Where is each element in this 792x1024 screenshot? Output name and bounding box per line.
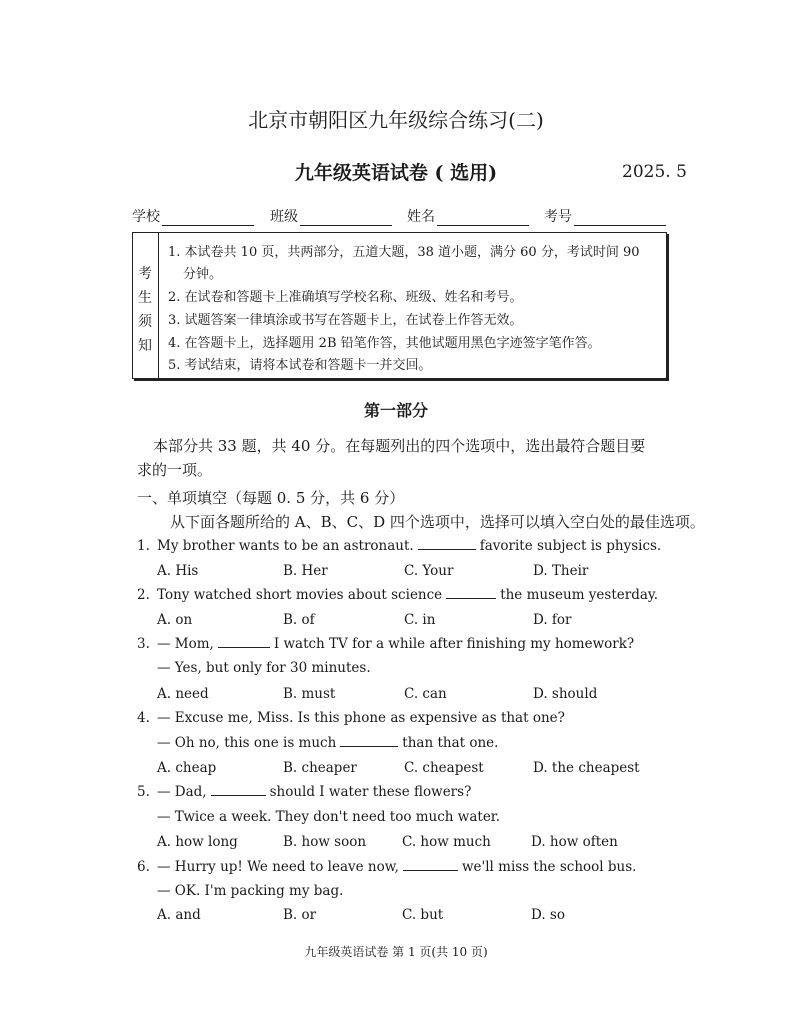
- exam-number-blank: [574, 210, 666, 226]
- question-text: — Oh no, this one is much: [157, 735, 337, 751]
- option-a: A. need: [157, 686, 209, 702]
- option-c: C. but: [402, 907, 444, 923]
- notice-side-char: 须: [138, 314, 152, 330]
- question-text: should I water these flowers?: [269, 784, 472, 800]
- option-d: D. how often: [531, 834, 618, 850]
- notice-item: 4. 在答题卡上，选择题用 2B 铅笔作答，其他试题用黑色字迹签字笔作答。: [168, 336, 601, 351]
- option-b: B. must: [283, 686, 336, 702]
- question-number: 1.: [137, 538, 150, 554]
- exam-number-label: 考号: [544, 209, 572, 225]
- question-4: [137, 710, 565, 726]
- school-label: 学校: [132, 209, 160, 225]
- option-c: C. Your: [404, 563, 454, 579]
- class-field: [270, 206, 392, 226]
- notice-item: 5. 考试结束，请将本试卷和答题卡一并交回。: [168, 358, 432, 373]
- notice-side-label: [133, 233, 159, 378]
- question-text: — Dad,: [157, 784, 207, 800]
- question-5: [137, 784, 471, 800]
- notice-item: 2. 在试卷和答题卡上准确填写学校名称、班级、姓名和考号。: [168, 290, 523, 305]
- answer-blank: [340, 735, 398, 747]
- option-d: D. Their: [533, 563, 589, 579]
- notice-side-char: 生: [138, 290, 152, 306]
- notice-side-char: 知: [138, 338, 152, 354]
- option-d: D. the cheapest: [533, 760, 640, 776]
- answer-blank: [403, 859, 458, 871]
- question-text: than that one.: [402, 735, 499, 751]
- name-blank: [437, 210, 529, 226]
- question-text: — Mom,: [157, 636, 214, 652]
- question-number: 6.: [137, 859, 150, 875]
- part-intro-line: 求的一项。: [137, 461, 213, 479]
- option-d: D. should: [533, 686, 598, 702]
- question-2: [137, 587, 658, 603]
- question-number: 5.: [137, 784, 150, 800]
- option-a: A. and: [157, 907, 201, 923]
- question-text: My brother wants to be an astronaut.: [157, 538, 414, 554]
- name-label: 姓名: [407, 209, 435, 225]
- question-1: [137, 538, 661, 554]
- option-b: B. how soon: [283, 834, 367, 850]
- option-c: C. cheapest: [404, 760, 484, 776]
- notice-item: 1. 本试卷共 10 页，共两部分，五道大题，38 道小题，满分 60 分，考试时间 90: [168, 245, 640, 260]
- question-text: favorite subject is physics.: [479, 538, 662, 554]
- answer-blank: [418, 538, 476, 550]
- class-label: 班级: [270, 209, 298, 225]
- option-c: C. how much: [402, 834, 491, 850]
- question-dialogue-line: — Yes, but only for 30 minutes.: [157, 660, 371, 676]
- question-dialogue-line: [157, 735, 498, 751]
- exam-title: 北京市朝阳区九年级综合练习(二): [248, 108, 544, 132]
- notice-side-char: 考: [138, 266, 152, 282]
- part-intro-line: 本部分共 33 题，共 40 分。在每题列出的四个选项中，选出最符合题目要: [153, 437, 646, 455]
- option-a: A. how long: [157, 834, 238, 850]
- page-footer: 九年级英语试卷 第 1 页(共 10 页): [304, 945, 488, 959]
- option-a: A. cheap: [157, 760, 217, 776]
- question-dialogue-line: — Twice a week. They don't need too much water.: [157, 809, 501, 825]
- question-text: Tony watched short movies about science: [157, 587, 443, 603]
- class-blank: [300, 210, 392, 226]
- question-number: 4.: [137, 710, 150, 726]
- name-field: [407, 206, 529, 226]
- paper-subtitle: 九年级英语试卷 ( 选用): [294, 162, 498, 184]
- part-one-title: 第一部分: [363, 401, 428, 420]
- option-b: B. or: [283, 907, 317, 923]
- option-b: B. Her: [283, 563, 328, 579]
- question-dialogue-line: — OK. I'm packing my bag.: [157, 883, 344, 899]
- question-number: 3.: [137, 636, 150, 652]
- school-field: [132, 206, 254, 226]
- question-number: 2.: [137, 587, 150, 603]
- section-instruction: 从下面各题所给的 A、B、C、D 四个选项中，选择可以填入空白处的最佳选项。: [170, 513, 705, 531]
- question-3: [137, 636, 634, 652]
- notice-item: 分钟。: [183, 267, 223, 282]
- question-text: we'll miss the school bus.: [461, 859, 637, 875]
- question-text: I watch TV for a while after finishing my homework?: [273, 636, 635, 652]
- section-heading: 一、单项填空（每题 0. 5 分，共 6 分）: [137, 489, 405, 507]
- question-6: [137, 859, 636, 875]
- answer-blank: [446, 587, 496, 599]
- exam-number-field: [544, 206, 666, 226]
- option-b: B. of: [283, 612, 315, 628]
- question-text: the museum yesterday.: [500, 587, 659, 603]
- option-d: D. so: [531, 907, 565, 923]
- exam-date: 2025. 5: [622, 162, 687, 182]
- question-text: — Hurry up! We need to leave now,: [157, 859, 399, 875]
- exam-notice-box: [132, 232, 667, 379]
- answer-blank: [211, 784, 266, 796]
- answer-blank: [218, 636, 270, 648]
- option-c: C. in: [404, 612, 436, 628]
- notice-item: 3. 试题答案一律填涂或书写在答题卡上，在试卷上作答无效。: [168, 313, 523, 328]
- school-blank: [162, 210, 254, 226]
- option-c: C. can: [404, 686, 447, 702]
- option-d: D. for: [533, 612, 572, 628]
- option-a: A. His: [157, 563, 199, 579]
- option-a: A. on: [157, 612, 193, 628]
- question-text: — Excuse me, Miss. Is this phone as expensive as that one?: [157, 710, 565, 726]
- option-b: B. cheaper: [283, 760, 357, 776]
